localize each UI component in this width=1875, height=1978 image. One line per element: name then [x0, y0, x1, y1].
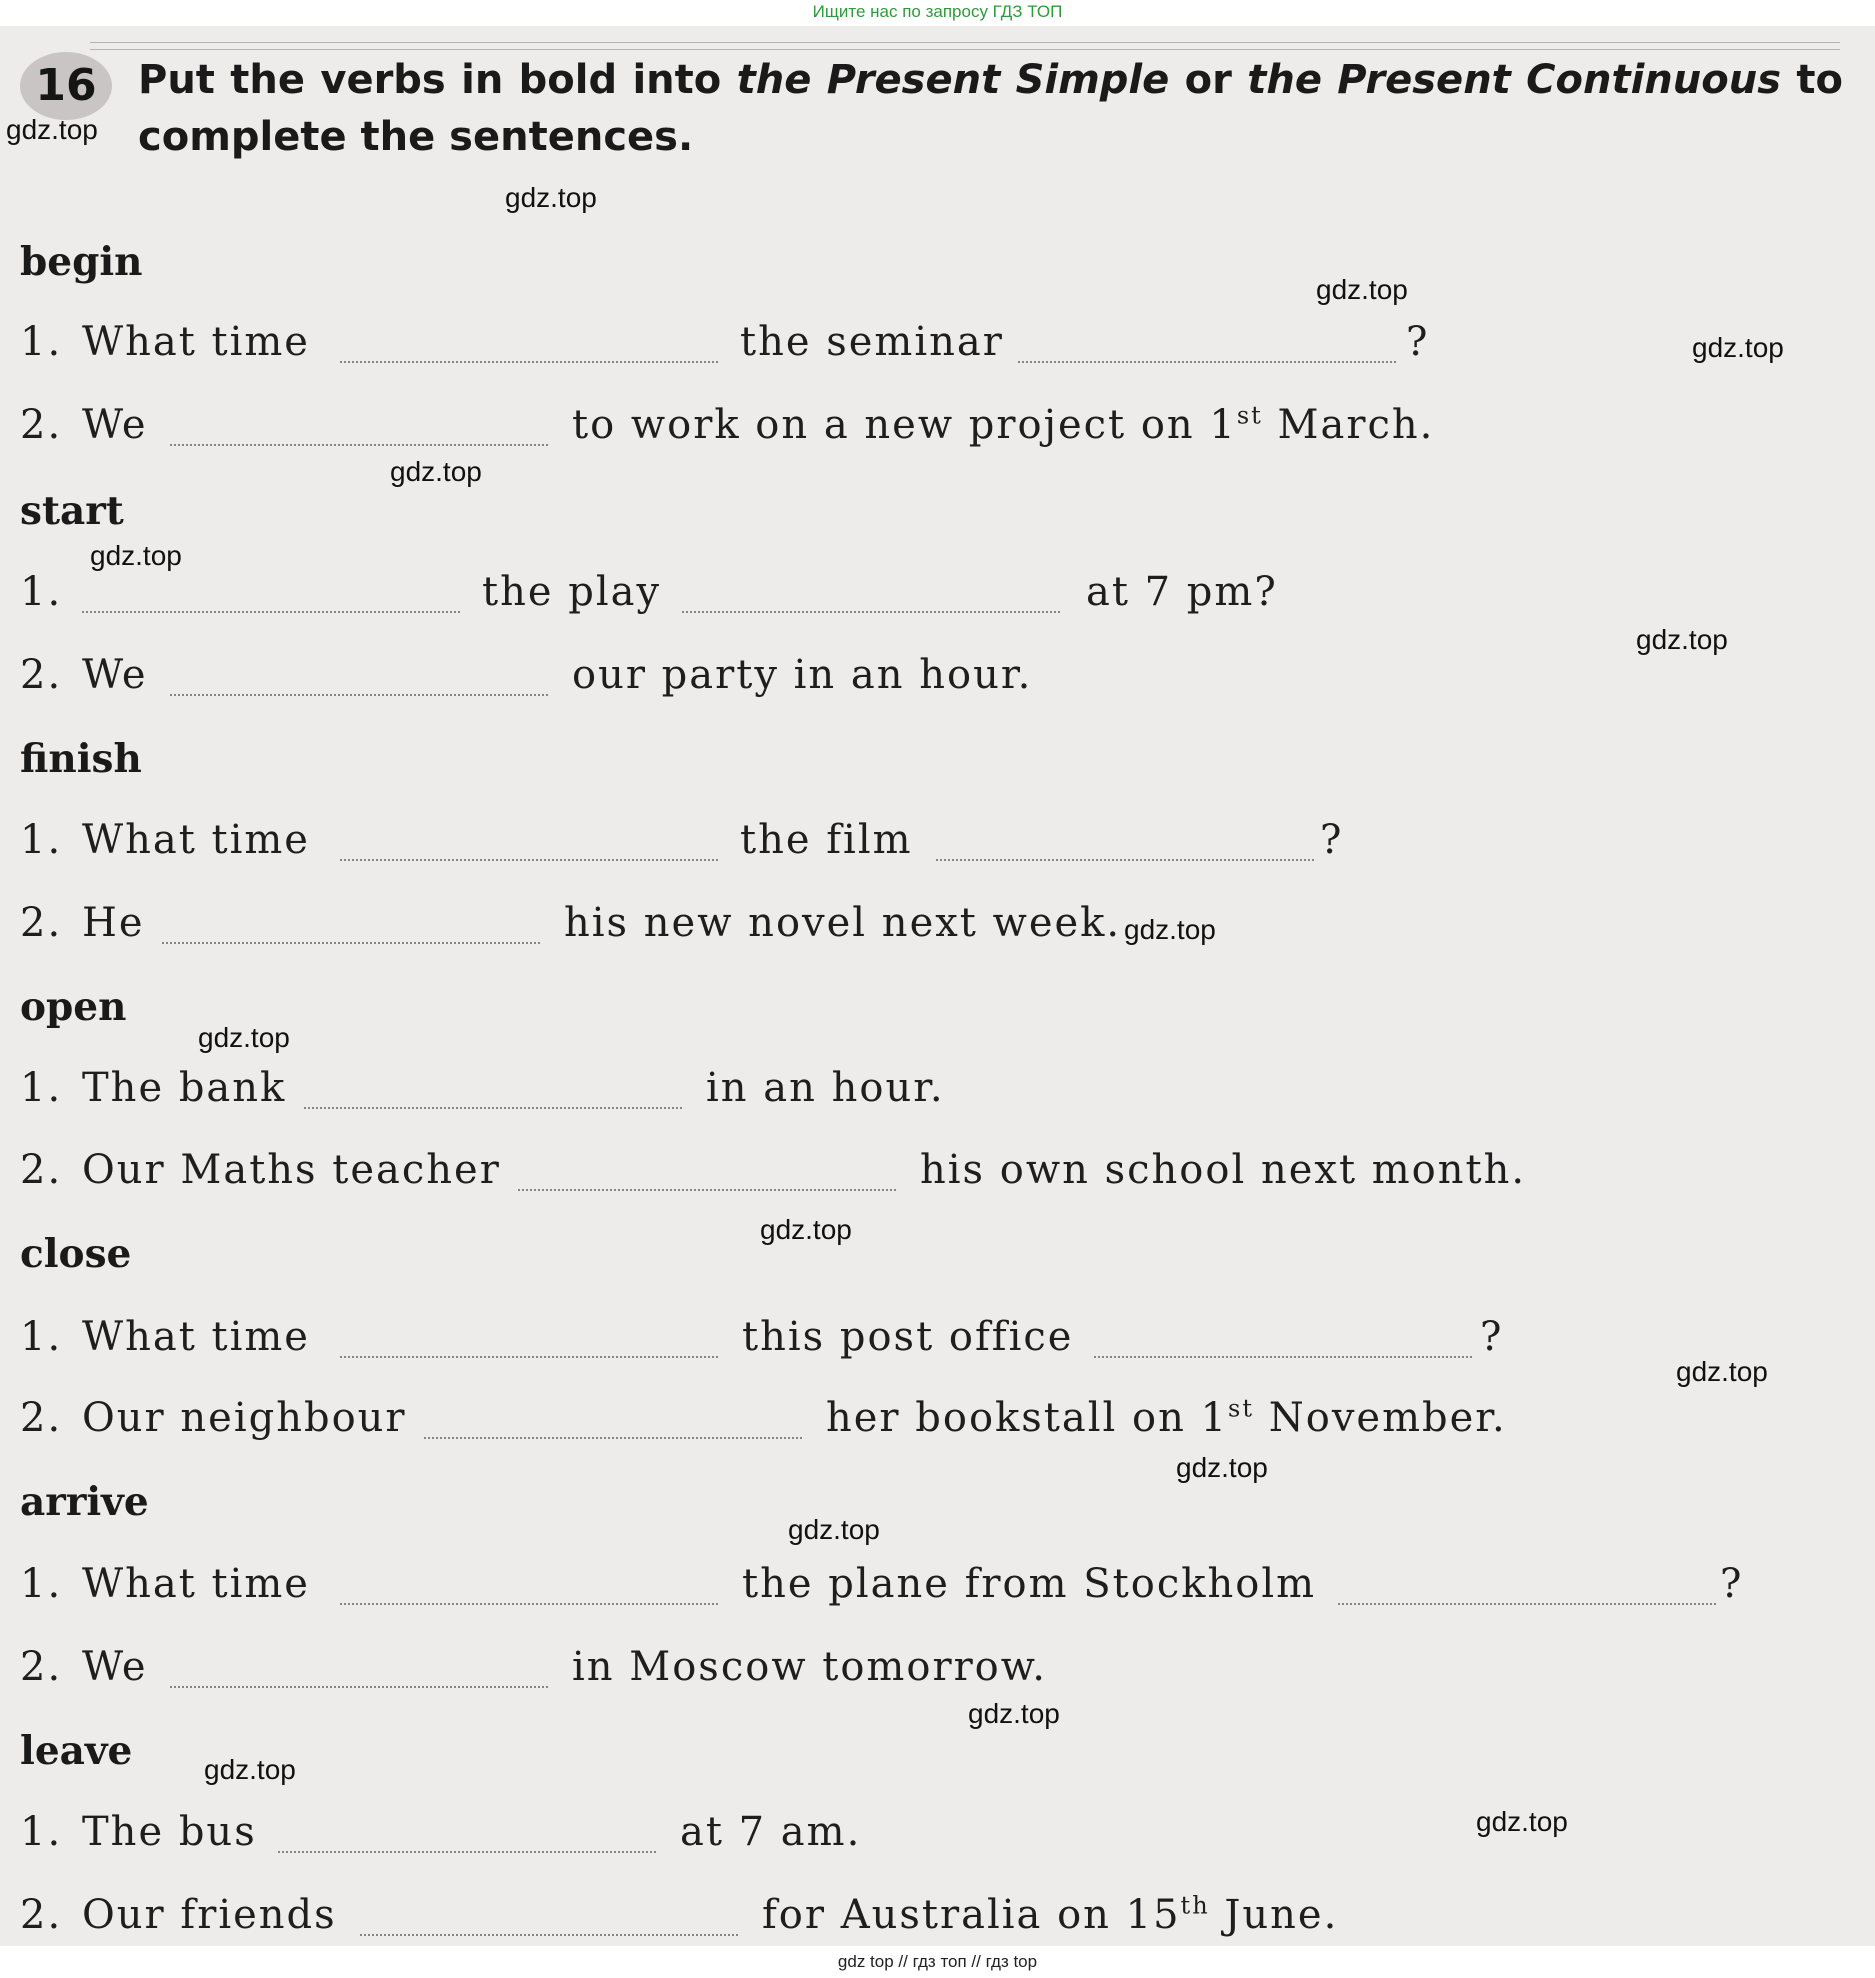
watermark: gdz.top — [6, 114, 98, 145]
sentence-text-end: March. — [1262, 402, 1435, 448]
verb-heading-start: start — [20, 488, 124, 534]
sentence-text — [762, 1892, 1338, 1938]
answer-blank[interactable] — [518, 1189, 896, 1191]
sentence-text: The bus — [82, 1809, 257, 1855]
sentence-text: in Moscow tomorrow. — [572, 1644, 1047, 1690]
watermark: gdz.top — [390, 456, 482, 487]
top-banner[interactable]: Ищите нас по запросу ГДЗ ТОП — [812, 2, 1063, 21]
instruction-part2: to complete the sentences. — [138, 57, 1843, 160]
instruction-or: or — [1184, 57, 1232, 103]
bottom-banner[interactable]: gdz top // гдз топ // гдз top — [0, 1946, 1875, 1978]
sentence-text-main: to work on a new project on 1 — [572, 402, 1237, 448]
sentence-text-end: June. — [1209, 1892, 1339, 1938]
sentence-text: Our friends — [82, 1892, 337, 1938]
sentence-text: at 7 am. — [680, 1809, 862, 1855]
watermark: gdz.top — [1676, 1356, 1768, 1387]
sentence-text: We — [82, 1644, 148, 1690]
sentence-number: 2. — [20, 402, 63, 448]
sentence-text: What time — [82, 1314, 310, 1360]
verb-heading-begin: begin — [20, 239, 143, 285]
watermark: gdz.top — [90, 540, 182, 571]
sentence-text-end: November. — [1254, 1395, 1507, 1441]
exercise-number: 16 — [20, 52, 112, 120]
sentence-number: 2. — [20, 1147, 63, 1193]
verb-heading-open: open — [20, 984, 127, 1030]
instruction-tense1: the Present Simple — [736, 57, 1170, 103]
answer-blank[interactable] — [340, 1603, 718, 1605]
sentence-text — [826, 1395, 1507, 1441]
sentence-number: 1. — [20, 1065, 63, 1111]
answer-blank[interactable] — [1338, 1603, 1716, 1605]
watermark: gdz.top — [968, 1698, 1060, 1729]
watermark: gdz.top — [788, 1514, 880, 1545]
answer-blank[interactable] — [278, 1851, 656, 1853]
verb-heading-leave: leave — [20, 1728, 133, 1774]
sentence-text: Our Maths teacher — [82, 1147, 501, 1193]
sentence-text: What time — [82, 1561, 310, 1607]
sentence-text: our party in an hour. — [572, 652, 1033, 698]
verb-heading-finish: finish — [20, 736, 142, 782]
sentence-number: 2. — [20, 1395, 63, 1441]
worksheet-page — [0, 26, 1875, 1946]
sentence-text-main: for Australia on 15 — [762, 1892, 1181, 1938]
sentence-text — [572, 402, 1434, 448]
watermark: gdz.top — [1636, 624, 1728, 655]
watermark: gdz.top — [505, 182, 597, 213]
sentence-text: in an hour. — [706, 1065, 945, 1111]
watermark: gdz.top — [204, 1754, 296, 1785]
answer-blank[interactable] — [304, 1107, 682, 1109]
sentence-number: 2. — [20, 900, 63, 946]
answer-blank[interactable] — [360, 1934, 738, 1936]
answer-blank[interactable] — [936, 859, 1314, 861]
sentence-number: 1. — [20, 817, 63, 863]
answer-blank[interactable] — [170, 694, 548, 696]
verb-heading-close: close — [20, 1231, 132, 1277]
sentence-text: the seminar — [740, 319, 1004, 365]
verb-heading-arrive: arrive — [20, 1479, 149, 1525]
sentence-number: 2. — [20, 652, 63, 698]
header-rule — [90, 42, 1840, 50]
exercise-instruction — [138, 52, 1843, 166]
sentence-number: 2. — [20, 1892, 63, 1938]
sentence-number: 1. — [20, 1809, 63, 1855]
sentence-text: We — [82, 652, 148, 698]
sentence-number: 1. — [20, 1314, 63, 1360]
sentence-text: He — [82, 900, 145, 946]
sentence-text: We — [82, 402, 148, 448]
answer-blank[interactable] — [682, 611, 1060, 613]
sentence-end: ? — [1406, 319, 1430, 365]
sentence-end: ? — [1480, 1314, 1504, 1360]
sentence-number: 1. — [20, 569, 63, 615]
answer-blank[interactable] — [1094, 1356, 1472, 1358]
sentence-text: the plane from Stockholm — [742, 1561, 1317, 1607]
watermark: gdz.top — [1476, 1806, 1568, 1837]
sentence-text: at 7 pm? — [1086, 569, 1278, 615]
sentence-number: 1. — [20, 1561, 63, 1607]
answer-blank[interactable] — [340, 859, 718, 861]
answer-blank[interactable] — [424, 1437, 802, 1439]
ordinal-suffix: st — [1236, 401, 1263, 430]
sentence-text: The bank — [82, 1065, 287, 1111]
ordinal-suffix: th — [1180, 1891, 1210, 1920]
answer-blank[interactable] — [340, 361, 718, 363]
sentence-number: 1. — [20, 319, 63, 365]
sentence-text: the film — [740, 817, 913, 863]
sentence-text: What time — [82, 319, 310, 365]
watermark: gdz.top — [1316, 274, 1408, 305]
watermark: gdz.top — [1176, 1452, 1268, 1483]
ordinal-suffix: st — [1228, 1394, 1255, 1423]
sentence-number: 2. — [20, 1644, 63, 1690]
sentence-text: Our neighbour — [82, 1395, 407, 1441]
sentence-text: the play — [482, 569, 662, 615]
instruction-tense2: the Present Continuous — [1247, 57, 1782, 103]
sentence-end: ? — [1320, 817, 1344, 863]
sentence-text: this post office — [742, 1314, 1074, 1360]
sentence-text-main: her bookstall on 1 — [826, 1395, 1229, 1441]
answer-blank[interactable] — [170, 1686, 548, 1688]
answer-blank[interactable] — [162, 942, 540, 944]
answer-blank[interactable] — [1018, 361, 1396, 363]
watermark: gdz.top — [198, 1022, 290, 1053]
watermark: gdz.top — [1124, 914, 1216, 945]
sentence-end: ? — [1720, 1561, 1744, 1607]
instruction-part1: Put the verbs in bold into — [138, 57, 722, 103]
answer-blank[interactable] — [170, 444, 548, 446]
watermark: gdz.top — [1692, 332, 1784, 363]
watermark: gdz.top — [760, 1214, 852, 1245]
sentence-text: his new novel next week. — [564, 900, 1122, 946]
sentence-text: his own school next month. — [920, 1147, 1527, 1193]
answer-blank[interactable] — [82, 611, 460, 613]
answer-blank[interactable] — [340, 1356, 718, 1358]
sentence-text: What time — [82, 817, 310, 863]
